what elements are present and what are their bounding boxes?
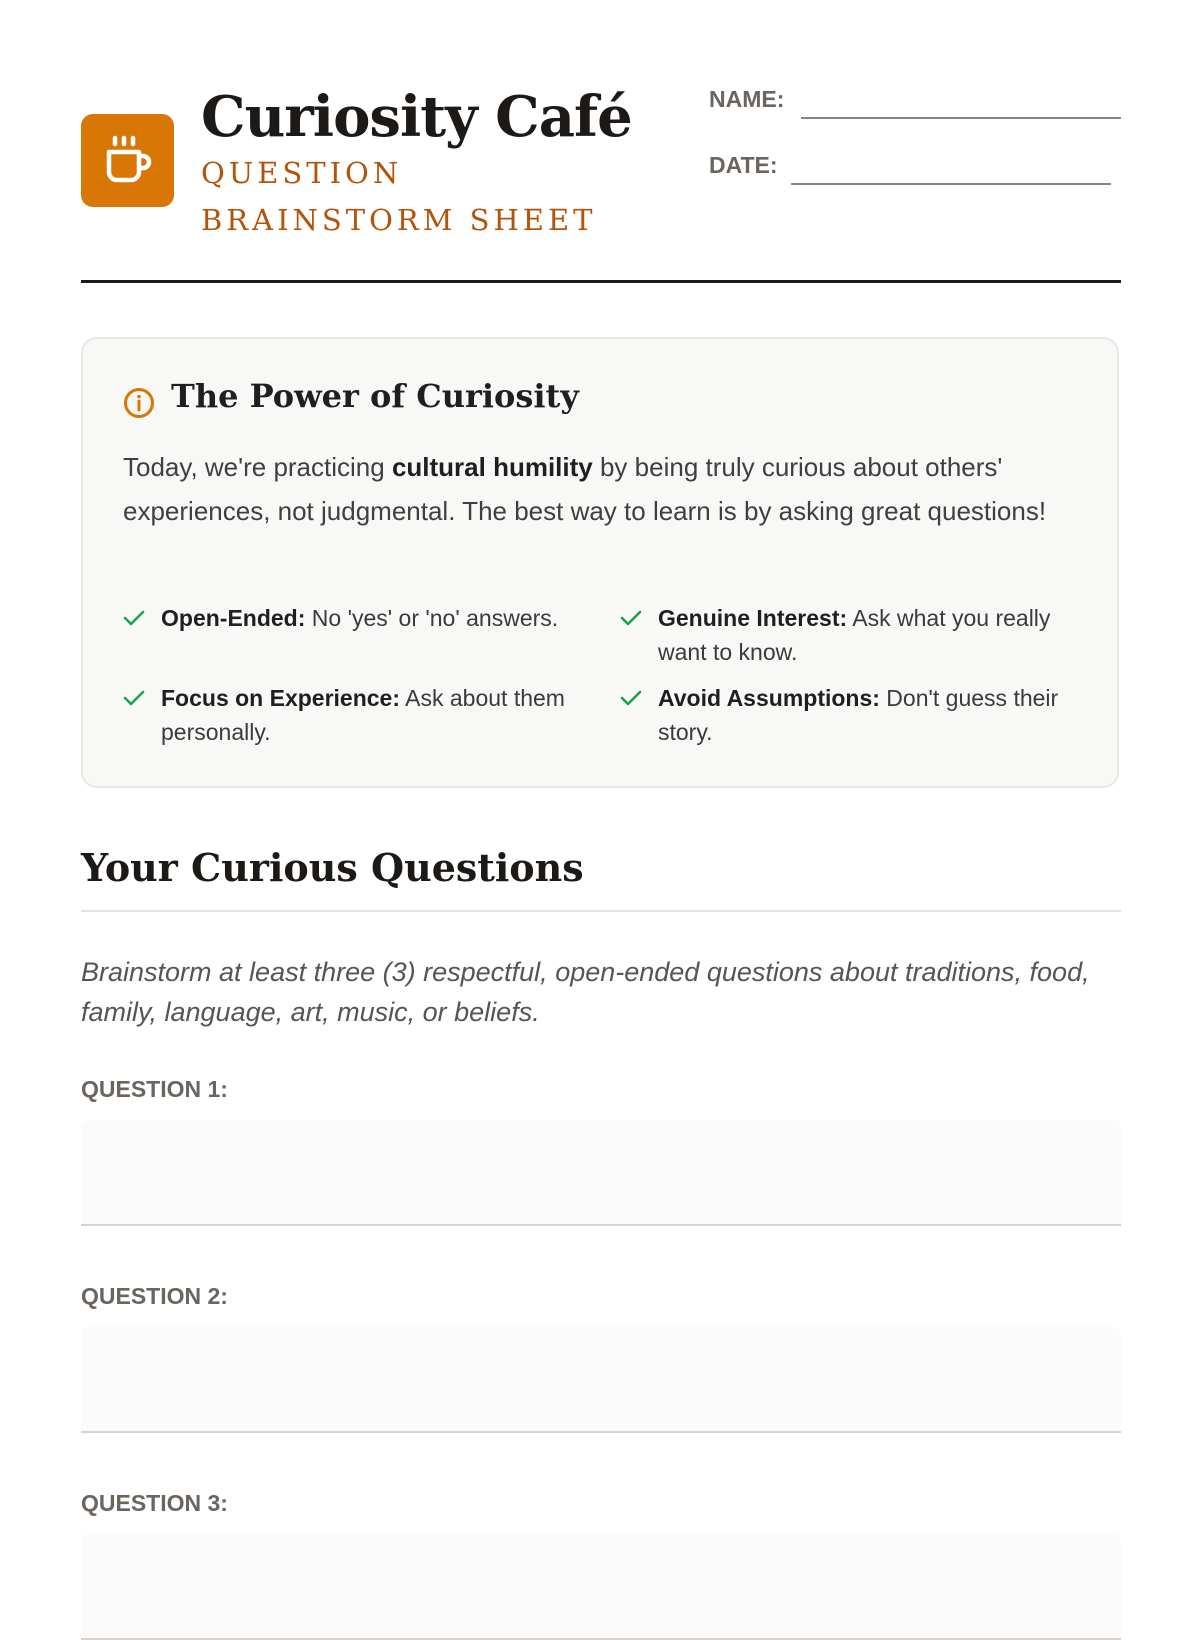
questions-instructions: Brainstorm at least three (3) respectful, open-ended questions about traditions, food, family, language, art, music, or beliefs.: [81, 957, 1090, 1027]
questions-title: Your Curious Questions: [81, 845, 584, 890]
name-field[interactable]: [801, 117, 1121, 119]
intro-body-emphasis: cultural humility: [391, 452, 593, 482]
date-field[interactable]: [791, 183, 1111, 185]
check-icon: [620, 689, 642, 707]
coffee-cup-icon: [103, 134, 153, 186]
question-3-input[interactable]: [81, 1534, 1121, 1640]
tip-item: Avoid Assumptions: Don't guess their story.: [620, 681, 1070, 749]
check-icon: [620, 609, 642, 627]
date-label: DATE:: [709, 152, 778, 178]
tip-item: Open-Ended: No 'yes' or 'no' answers.: [123, 601, 573, 635]
check-icon: [123, 689, 145, 707]
page-title: Curiosity Café: [201, 84, 632, 150]
page-subtitle: QUESTION BRAINSTORM SHEET: [201, 156, 597, 237]
question-2-input[interactable]: [81, 1327, 1121, 1433]
intro-title: The Power of Curiosity: [171, 377, 579, 415]
check-icon: [123, 609, 145, 627]
name-label: NAME:: [709, 86, 785, 112]
header-divider: [81, 280, 1121, 283]
intro-card: [81, 337, 1119, 788]
tip-item: Genuine Interest: Ask what you really want to know.: [620, 601, 1070, 669]
logo-badge: [81, 114, 174, 207]
info-icon: [123, 387, 155, 419]
question-1-label: QUESTION 1:: [81, 1076, 228, 1102]
tip-item: Focus on Experience: Ask about them personally.: [123, 681, 573, 749]
header: [81, 84, 1121, 284]
question-1-input[interactable]: [81, 1120, 1121, 1226]
question-3-label: QUESTION 3:: [81, 1490, 228, 1516]
intro-body: Today, we're practicing cultural humility by being truly curious about others' experiences, not judgmental. The best way to learn is by asking great questions!: [123, 452, 1047, 526]
section-divider: [81, 910, 1121, 912]
question-2-label: QUESTION 2:: [81, 1283, 228, 1309]
